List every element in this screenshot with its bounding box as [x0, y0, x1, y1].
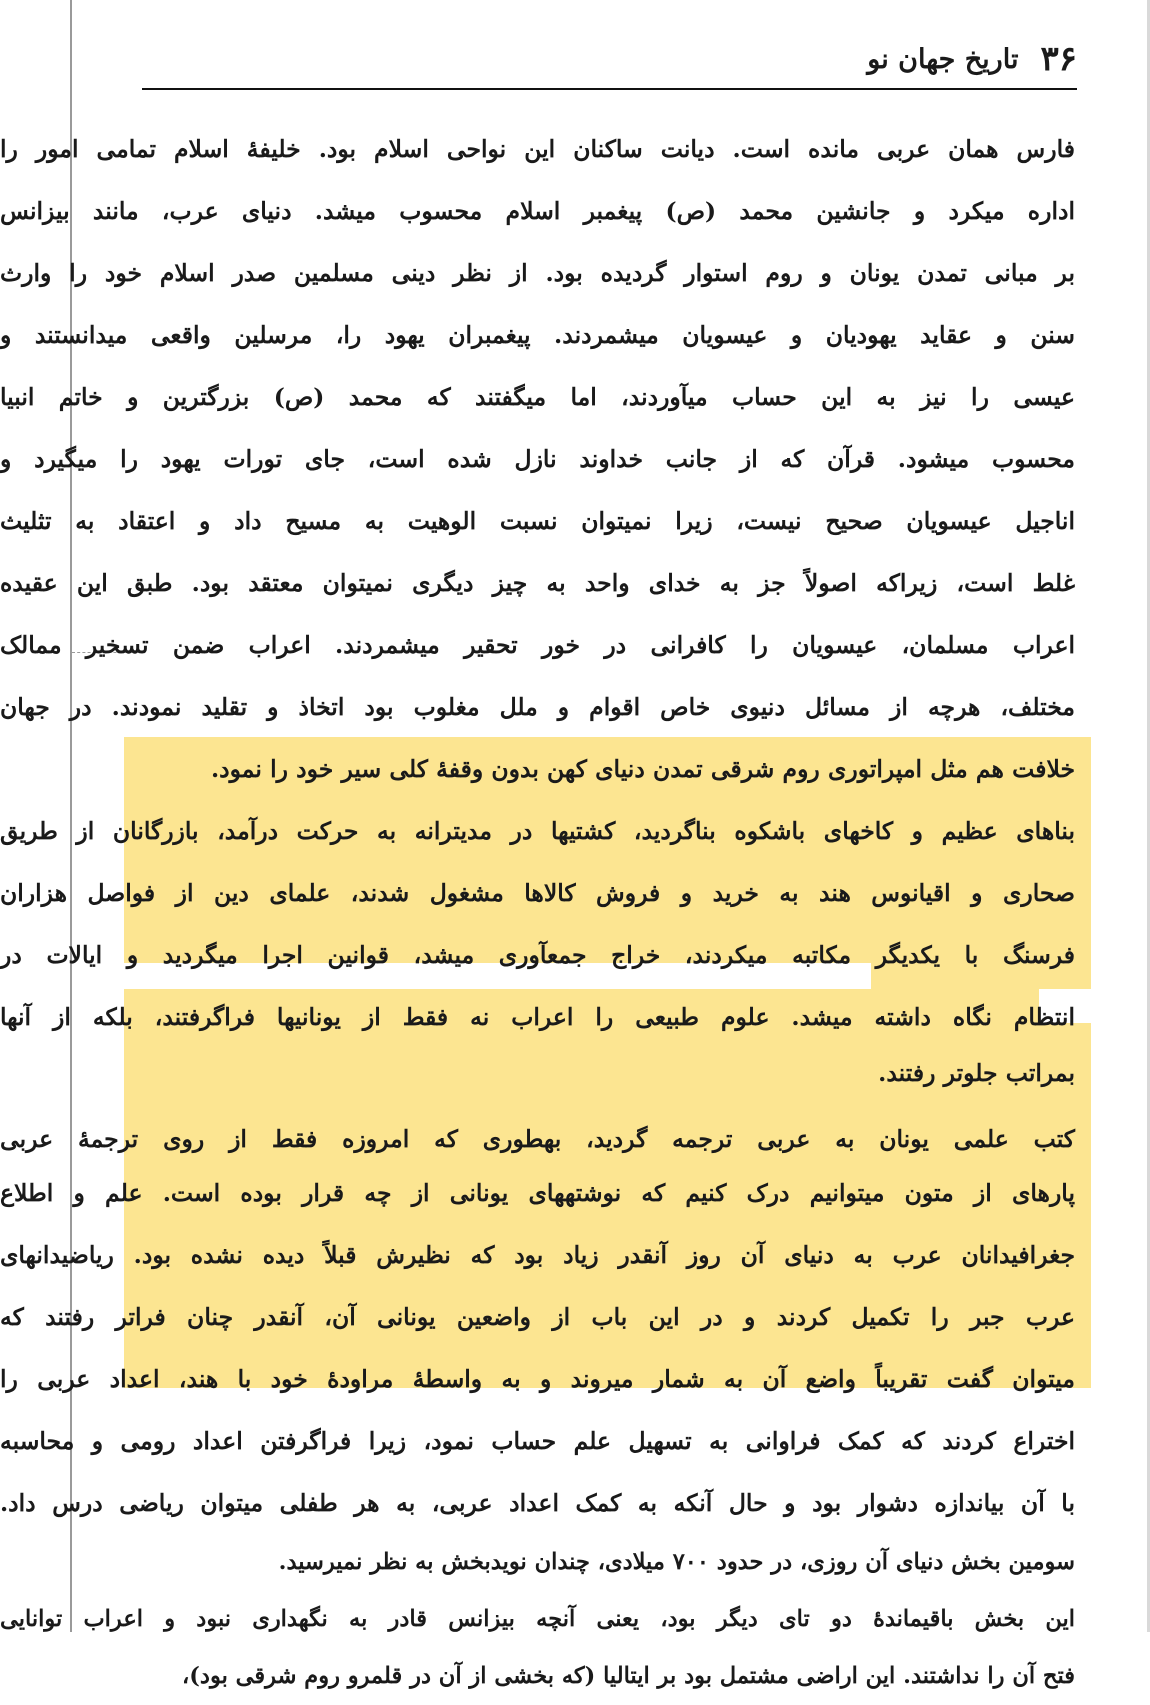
text-line: محسوب میشود. قرآن که از جانب خداوند نازل شده است، جای تورات یهود را میگیرد و: [0, 445, 1075, 473]
text-line: کتب علمی یونان به عربی ترجمه گردید، بهطوری که امروزه فقط از روی ترجمهٔ عربی: [0, 1125, 1075, 1153]
text-line: با آن بیاندازه دشوار بود و حال آنکه به کمک اعداد عربی، به هر طفلی میتوان ریاضی درس داد.: [0, 1489, 1075, 1517]
text-line: بناهای عظیم و کاخهای باشکوه بناگردید، کشتیها در مدیترانه به حرکت درآمد، بازرگانان از طریق: [0, 817, 1075, 845]
text-line: عرب جبر را تکمیل کردند و در این باب از واضعین یونانی آن، آنقدر چنان فراتر رفتند که: [0, 1303, 1075, 1331]
page-body: [0, 118, 1075, 1705]
text-line: فارس همان عربی مانده است. دیانت ساکنان این نواحی اسلام بود. خلیفهٔ اسلام تمامی امور را: [0, 135, 1075, 163]
text-line: جغرافیدانان عرب به دنیای آن روز آنقدر زیاد بود که نظیرش قبلاً دیده نشده بود. ریاضیدانهای: [0, 1241, 1075, 1269]
text-line: این بخش باقیماندهٔ دو تای دیگر بود، یعنی آنچه بیزانس قادر به نگهداری نبود و اعراب توانایی: [0, 1606, 1075, 1632]
text-line: انتظام نگاه داشته میشد. علوم طبیعی را اعراب نه فقط از یونانیها فراگرفتند، بلکه از آنها: [0, 1003, 1075, 1031]
text-line: فتح آن را نداشتند. این اراضی مشتمل بود بر ایتالیا (که بخشی از آن در قلمرو روم شرقی بود)،: [182, 1663, 1075, 1689]
page-header: [142, 30, 1077, 90]
text-line: بر مبانی تمدن یونان و روم استوار گردیده بود. از نظر دینی مسلمین صدر اسلام خود را وارث: [0, 259, 1075, 287]
running-title: تاریخ جهان نو: [867, 43, 1019, 75]
text-line: اختراع کردند که کمک فراوانی به تسهیل علم حساب نمود، زیرا فراگرفتن اعداد رومی و محاسبه: [0, 1427, 1075, 1455]
text-line: صحاری و اقیانوس هند به خرید و فروش کالاها مشغول شدند، علمای دین از فواصل هزاران: [0, 879, 1075, 907]
text-line: غلط است، زیراکه اصولاً جز به خدای واحد به چیز دیگری نمیتوان معتقد بود. طبق این عقیده: [0, 569, 1075, 597]
page-number: ۳۶: [1040, 39, 1077, 79]
text-line: بمراتب جلوتر رفتند.: [878, 1059, 1075, 1087]
text-line: فرسنگ با یکدیگر مکاتبه میکردند، خراج جمعآوری میشد، قوانین اجرا میگردید و ایالات در: [0, 941, 1075, 969]
text-line: پارهای از متون میتوانیم درک کنیم که نوشتههای یونانی از چه قرار بوده است. علم و اطلاع: [0, 1179, 1075, 1207]
text-line: اداره میکرد و جانشین محمد (ص) پیغمبر اسلام محسوب میشد. دنیای عرب، مانند بیزانس: [0, 197, 1075, 225]
text-line: عیسی را نیز به این حساب میآوردند، اما میگفتند که محمد (ص) بزرگترین و خاتم انبیا: [0, 383, 1075, 411]
text-line: سنن و عقاید یهودیان و عیسویان میشمردند. پیغمبران یهود را، مرسلین واقعی میدانستند و: [0, 321, 1075, 349]
text-line: خلافت هم مثل امپراتوری روم شرقی تمدن دنیای کهن بدون وقفهٔ کلی سیر خود را نمود.: [211, 755, 1075, 783]
text-line: اناجیل عیسویان صحیح نیست، زیرا نمیتوان نسبت الوهیت به مسیح داد و اعتقاد به تثلیث: [0, 507, 1075, 535]
text-line: میتوان گفت تقریباً واضع آن به شمار میروند و به واسطهٔ مراودهٔ خود با هند، اعداد عربی را: [0, 1365, 1075, 1393]
text-line: سومین بخش دنیای آن روزی، در حدود ۷۰۰ میلادی، چندان نویدبخش به نظر نمیرسید.: [278, 1549, 1075, 1575]
text-line: اعراب مسلمان، عیسویان را کافرانی در خور تحقیر میشمردند. اعراب ضمن تسخیر ممالک: [0, 631, 1075, 659]
text-line: مختلف، هرچه از مسائل دنیوی خاص اقوام و ملل مغلوب بود اتخاذ و تقلید نمودند. در جهان: [0, 693, 1075, 721]
